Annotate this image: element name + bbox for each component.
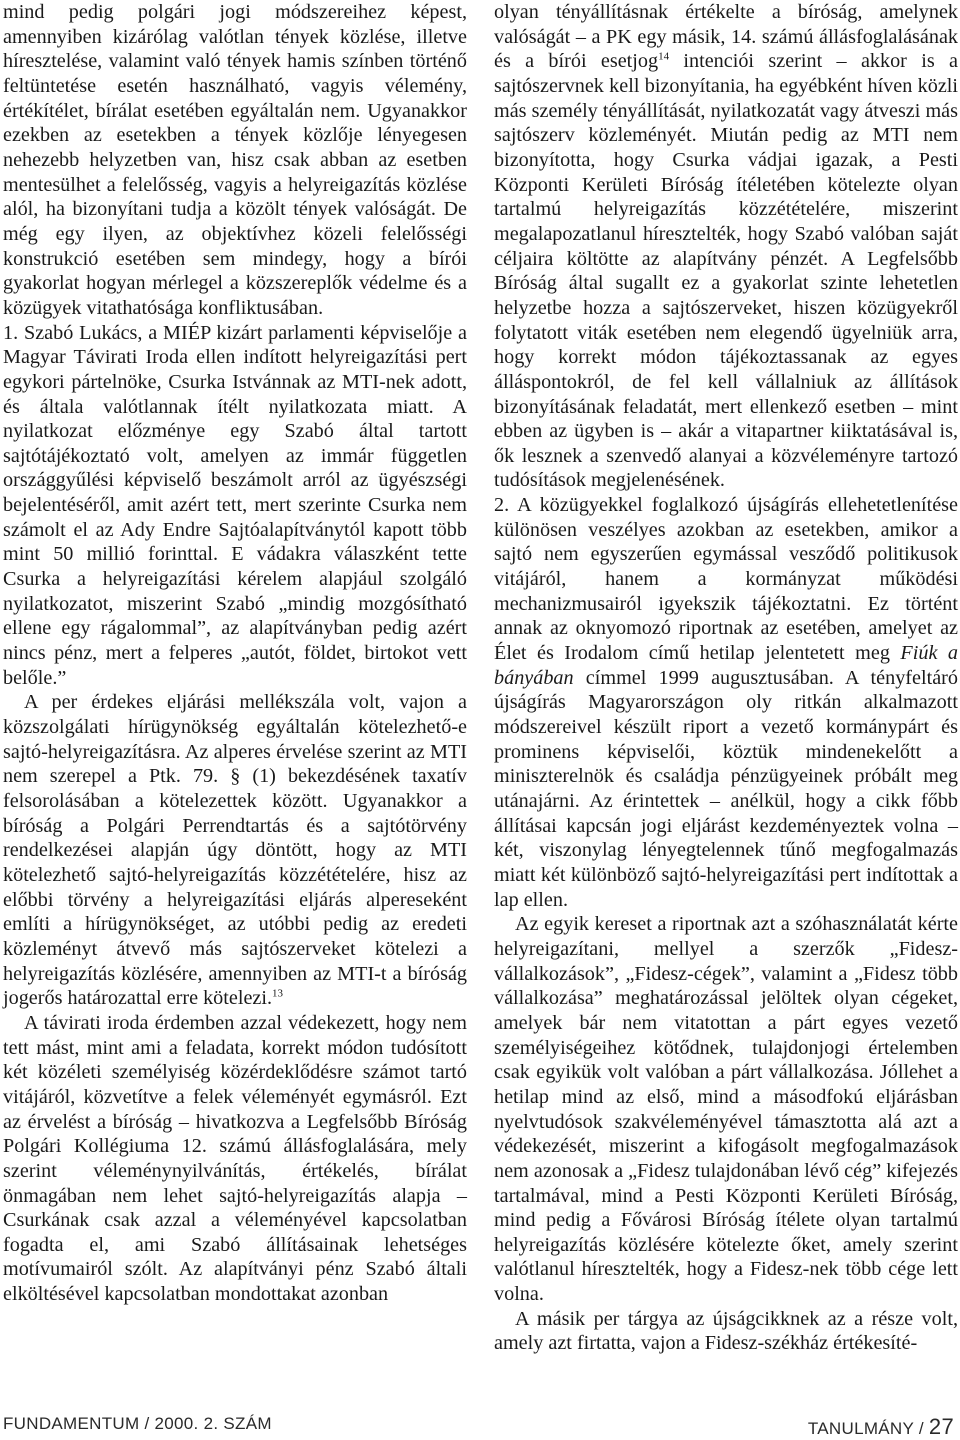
paragraph [3, 690, 467, 1011]
footer-section [808, 1414, 954, 1440]
paragraph-text: olyan tényállításnak értékelte a bíróság, amelynek valóságát – a PK egy másik, 14. számú állásfoglalásának és a bírói esetjog [494, 1, 958, 73]
footnote-ref: 13 [272, 987, 284, 1000]
footer-journal: FUNDAMENTUM / 2000. 2. SZÁM [3, 1414, 272, 1433]
paragraph-text: intenciói szerint – akkor is a sajtószervnek kell bizonyítania, ha egyébként híven közli más személy tényállítását, nyilatkozatát vagy átveszi más sajtószerv közleményét. Miután pedig az MTI nem bizonyította, hogy Csurka vádjai igazak, a Pesti Központi Kerületi Bíróság ítéletében kötelezte olyan tartalmú helyreigazítás közzétételére, miszerint megalapozatlanul híresztelték, hogy Szabó valóban saját céljaira költötte az alapítvány pénzét. A Legfelsőbb Bíróság által sugallt ez a gyakorlat szinte lehetetlen helyzetbe hozza a sajtószerveket, hiszen közügyekről folytatott viták esetében nem elegendő ügyelniük arra, hogy korrekt módon tájékoztassanak az egyes álláspontokról, de fel kell vállalniuk az állítások bizonyításának feladatát, mert ellenkező esetben – mint ebben az ügyben is – akár a vitapartner kiiktatásával is, ők lesznek a szenvedő alanyai a közvéleményre tartozó tudósítások megjelenésének. [494, 50, 958, 492]
page-number: 27 [928, 1414, 954, 1439]
paragraph: 1. Szabó Lukács, a MIÉP kizárt parlamenti képviselője a Magyar Távirati Iroda ellen indított helyreigazítási pert egykori pártelnöke, Csurka Istvánnak az MTI-nek adott, és általa valótlannak ítélt nyilatkozata miatt. A nyilatkozat előzménye egy Szabó által tartott sajtótájékoztató volt, amelyen az immár független országgyűlési képviselő beszámolt arról az ügyészségi bejelentéséről, amit azért tett, mert szerinte Csurka nem számolt el az Ady Endre Sajtóalapítványtól kapott több mint 50 millió forinttal. E vádakra válaszként tette Csurka a helyreigazítási kérelem alapjául szolgáló nyilatkozatot, miszerint Szabó „mindig mozgósítható ellene egy rágalommal”, az alapítványban pedig azért nincs pénz, mert a felperes „autót, földet, birtokot vett belőle.” [3, 321, 467, 689]
footer-section-label: TANULMÁNY / [807, 1419, 929, 1438]
paragraph-text: címmel 1999 augusztusában. A tényfeltáró újságírás Magyarországon oly ritkán alkalmazott módszereivel készült riport a vezető kormánypárt és prominens képviselői, köztük mindenekelőtt a miniszterelnök és családja pénzügyeinek próbált meg utánajárni. Az érintettek – anélkül, hogy a cikk főbb állításai kapcsán jogi eljárást kezdeményeztek volna – két, viszonylag lényegtelennek tűnő megfogalmazás miatt két különböző sajtó-helyreigazítási pert indítottak a lap ellen. [494, 666, 958, 911]
left-column [3, 0, 467, 1307]
article-title: Fiúk a bányában [494, 642, 959, 689]
paragraph-text: A per érdekes eljárási mellékszála volt, vajon a közszolgálati hírügynökség egyáltalán kötelezhető-e sajtó-helyreigazításra. Az alperes érvelése szerint az MTI nem szerepel a Ptk. 79. § (1) bekezdésének taxatív felsorolásában a kötelezettek között. Ugyanakkor a bíróság a Polgári Perrendtartás és a sajtótörvény rendelkezései alapján úgy döntött, hogy az MTI kötelezhető sajtó-helyreigazítás közzétételére, hisz az előbbi törvény a helyreigazítási eljárás alpereseként említi a hírügynökséget, az utóbbi pedig az eredeti közleményt átvevő más sajtószerveket kötelezi a helyreigazítás közlésére, amennyiben az MTI-t a bíróság jogerős határozattal erre kötelezi. [3, 691, 467, 1010]
footnote-ref: 14 [658, 50, 670, 63]
paragraph: mind pedig polgári jogi módszereihez képest, amennyiben kizárólag valótlan tények közlése, illetve híresztelése, valamint való tények hamis színben történő feltüntetése esetén használható, vagyis vélemény, értékítélet, bírálat esetében egyáltalán nem. Ugyanakkor ezekben az esetekben a tények közlője lényegesen nehezebb helyzetben van, hisz csak abban az esetben mentesülhet a felelősség, vagyis a helyreigazítás közlése alól, ha bizonyítani tudja a közölt tények valóságát. De még egy ilyen, az objektívhez közeli felelősségi konstrukció esetében sem mindegy, hogy a bírói gyakorlat hogyan mérlegel a közszereplők védelme és a közügyek vitathatósága konfliktusában. [3, 1, 467, 319]
paragraph-text: 2. A közügyekkel foglalkozó újságírás ellehetetlenítése különösen veszélyes azokban az esetekben, amikor a sajtó nem egyszerűen egymással vesződő politikusok vitájáról, hanem a kormányzat működési mechanizmusairól igyekszik tájékoztatni. Ez történt annak az oknyomozó riportnak az esetében, amelyet az Élet és Irodalom című hetilap jelentetett meg [494, 494, 958, 665]
paragraph: A távirati iroda érdemben azzal védekezett, hogy nem tett mást, mint ami a feladata, korrekt módon tudósított két közéleti személyiség közérdeklődésre számot tartó vitájáról, közvetítve a felek véleményét egymásról. Ezt az érvelést a bíróság – hivatkozva a Legfelsőbb Bíróság Polgári Kollégiuma 12. számú állásfoglalására, mely szerint véleménynyilvánítás, értékelés, bírálat önmagában nem lehet sajtó-helyreigazítás alapja – Csurkának csak azzal a véleményével kapcsolatban fogadta el, ami Szabó állításainak lehetséges motívumairól szólt. Az alapítványi pénz Szabó általi elköltésével kapcsolatban mondottakat azonban [3, 1011, 467, 1306]
paragraph: Az egyik kereset a riportnak azt a szóhasználatát kérte helyreigazítani, mellyel a szerzők „Fidesz-vállalkozások”, „Fidesz-cégek”, valamint a „Fidesz több vállalkozása” meghatározással jelöltek olyan cégeket, amelyek bár nem vitatottan a párt egyes vezető személyiségeihez kötődnek, tulajdonjogi értelemben csak egyikük volt valóban a párt vállalkozása. Jóllehet a hetilap mind az első, mind a másodfokú eljárásban nyelvtudósok szakvéleményével támasztotta alá azt a védekezését, miszerint a kifogásolt megfogalmazások nem azonosak a „Fidesz tulajdonában lévő cég” kifejezés tartalmával, mind a Pesti Központi Kerületi Bíróság, mind pedig a Fővárosi Bíróság ítélete olyan tartalmú helyreigazítás közlésére kötelezte őket, amely szerint valótlanul híresztelték, hogy a Fidesz-nek több cége lett volna. [494, 913, 958, 1306]
right-column [494, 0, 958, 1356]
paragraph [494, 493, 958, 912]
paragraph [494, 0, 958, 493]
paragraph: A másik per tárgya az újságcikknek az a része volt, amely azt firtatta, vajon a Fidesz-székház értékesíté- [494, 1307, 958, 1355]
